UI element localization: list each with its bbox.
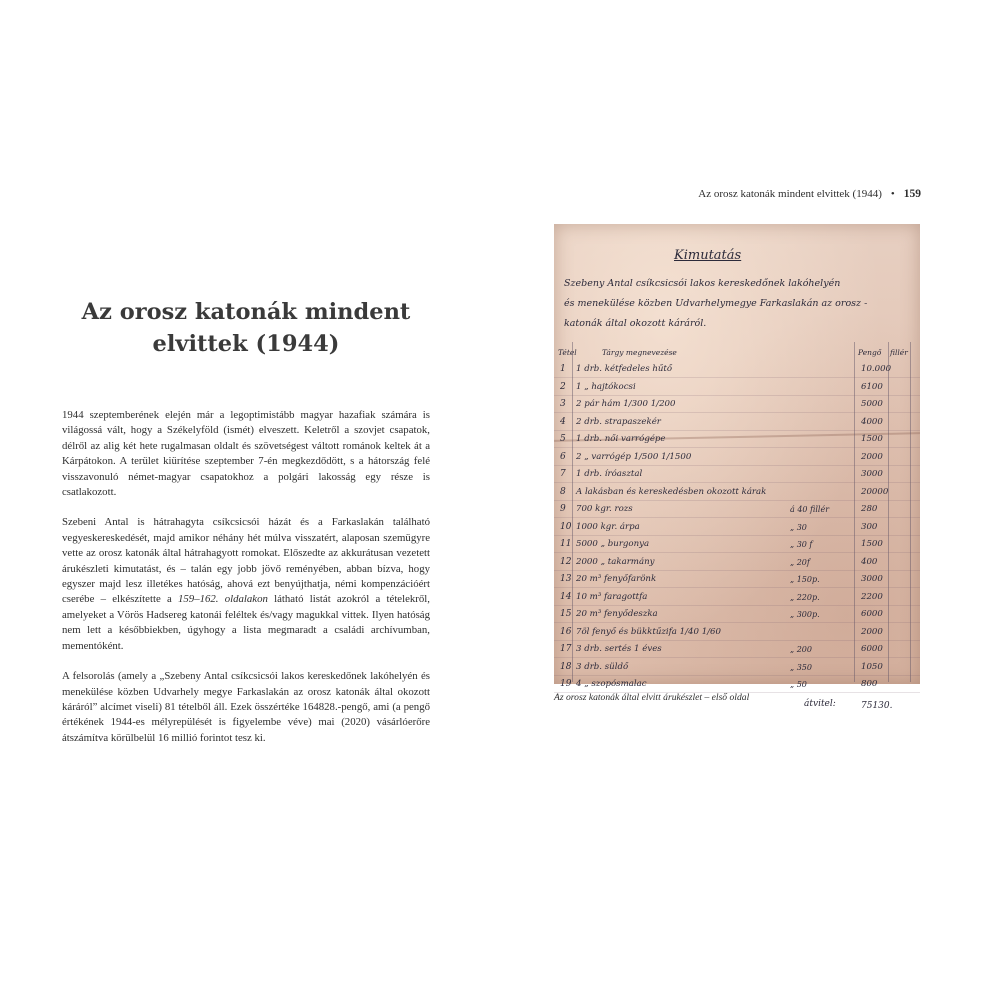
row-number: 18 bbox=[560, 661, 572, 672]
photo-caption: Az orosz katonák által elvitt árukészlet – első oldal bbox=[554, 692, 750, 703]
row-item: 700 kgr. rozs bbox=[576, 504, 633, 514]
ruling-line bbox=[910, 342, 911, 682]
row-price: 300 bbox=[861, 521, 878, 532]
row-rule bbox=[554, 535, 920, 536]
row-number: 16 bbox=[560, 626, 572, 637]
row-item: 20 m³ fenyőfarönk bbox=[576, 574, 657, 584]
row-rule bbox=[554, 377, 920, 378]
row-item: 7öl fenyő és bükktűzifa 1/40 1/60 bbox=[576, 626, 721, 637]
row-item: 1 drb. íróasztal bbox=[576, 469, 643, 479]
ruling-line bbox=[888, 342, 889, 682]
right-page bbox=[491, 0, 983, 983]
row-rule bbox=[554, 587, 920, 588]
row-price: 280 bbox=[861, 504, 878, 514]
row-rule bbox=[554, 622, 920, 623]
row-item: 4 „ szopósmalac bbox=[576, 679, 647, 689]
row-price: 800 bbox=[861, 679, 878, 689]
row-rule bbox=[554, 482, 920, 483]
row-number: 2 bbox=[560, 381, 566, 392]
running-header bbox=[698, 188, 921, 200]
row-price: 6000 bbox=[861, 644, 883, 654]
row-item: 3 drb. süldő bbox=[576, 661, 629, 672]
row-price: 1500 bbox=[861, 539, 883, 549]
row-number: 7 bbox=[560, 469, 566, 479]
row-number: 17 bbox=[560, 644, 572, 654]
row-price: 10.000 bbox=[861, 364, 892, 374]
row-unit-price: „ 350 bbox=[790, 662, 812, 672]
chapter-title-line-1: Az orosz katonák mindent bbox=[81, 299, 411, 325]
chapter-title-line-2: elvittek (1944) bbox=[152, 331, 340, 357]
row-unit-price: „ 150p. bbox=[790, 575, 820, 584]
row-rule bbox=[554, 465, 920, 466]
carry-over-label: átvitel: bbox=[804, 698, 836, 709]
row-price: 6000 bbox=[861, 609, 883, 619]
paragraph-2-after: látható listát azokról a tételekről, amelyeket a Vörös Hadsereg katonái feléltek és/vagy magukkal vittek. Ilyen hatóság nem lett a későbbiekben, úgyhogy a lista megmaradt a családi archívumban, mementóként. bbox=[62, 593, 430, 652]
row-unit-price: „ 30 bbox=[790, 522, 807, 532]
row-number: 13 bbox=[560, 574, 572, 584]
row-rule bbox=[554, 500, 920, 501]
row-unit-price: „ 200 bbox=[790, 645, 812, 654]
page-number: 159 bbox=[903, 188, 921, 200]
document-heading-line: Szebeny Antal csíkcsicsói lakos kereskedőnek lakóhelyén bbox=[564, 278, 841, 289]
chapter-title bbox=[62, 296, 430, 360]
row-item: 20 m³ fenyődeszka bbox=[576, 609, 658, 619]
column-header: Pengő bbox=[858, 348, 882, 357]
carry-over-total: 75130. bbox=[861, 700, 893, 711]
row-rule bbox=[554, 395, 920, 396]
document-heading-line: katonák által okozott káráról. bbox=[564, 318, 707, 329]
row-price: 2200 bbox=[861, 591, 883, 602]
row-rule bbox=[554, 430, 920, 431]
row-number: 9 bbox=[560, 504, 566, 514]
row-price: 20000 bbox=[861, 486, 889, 497]
row-price: 1050 bbox=[861, 661, 883, 672]
row-item: 5000 „ burgonya bbox=[576, 539, 650, 549]
ruling-line bbox=[572, 342, 573, 682]
document-title: Kimutatás bbox=[674, 248, 742, 263]
document-heading-line: és menekülése közben Udvarhelymegye Farkaslakán az orosz - bbox=[564, 298, 868, 309]
row-item: 2 drb. strapaszekér bbox=[576, 416, 661, 427]
header-bullet: • bbox=[890, 188, 895, 200]
row-rule bbox=[554, 640, 920, 641]
row-price: 5000 bbox=[861, 399, 883, 409]
row-price: 1500 bbox=[861, 434, 883, 444]
row-rule bbox=[554, 447, 920, 448]
row-rule bbox=[554, 605, 920, 606]
row-number: 1 bbox=[560, 364, 566, 374]
row-unit-price: „ 30 f bbox=[790, 540, 813, 549]
running-title: Az orosz katonák mindent elvittek (1944) bbox=[698, 188, 882, 200]
row-unit-price: á 40 fillér bbox=[790, 505, 830, 514]
row-rule bbox=[554, 570, 920, 571]
row-price: 400 bbox=[861, 556, 878, 567]
paragraph-1: 1944 szeptemberének elején már a legoptimistább magyar hazafiak számára is világossá vált, hogy a Székelyföld (ismét) elveszett. Keletről a szovjet csapatok, délről az alig két hete rugalmasan oldalt és szövetségest váltott románok keltek át a Kárpátokon. A terület kiürítése szeptember 7-én megkezdődött, s a hátország felé visszavonuló német-magyar csapatokhoz a polgári lakosság egy része is csatlakozott. bbox=[62, 409, 430, 499]
row-number: 11 bbox=[560, 539, 572, 549]
row-price: 2000 bbox=[861, 626, 883, 637]
row-item: 2000 „ takarmány bbox=[576, 556, 655, 567]
row-number: 15 bbox=[560, 609, 572, 619]
row-price: 2000 bbox=[861, 451, 883, 462]
column-header: Tárgy megnevezése bbox=[602, 348, 677, 357]
row-item: 1 drb. női varrógépe bbox=[576, 434, 666, 444]
page-reference: 159–162. oldalakon bbox=[178, 593, 268, 606]
row-rule bbox=[554, 675, 920, 676]
row-rule bbox=[554, 517, 920, 518]
row-rule bbox=[554, 552, 920, 553]
row-unit-price: „ 50 bbox=[790, 680, 807, 689]
row-number: 14 bbox=[560, 591, 572, 602]
row-number: 3 bbox=[560, 399, 566, 409]
paragraph-3: A felsorolás (amely a „Szebeny Antal csíkcsicsói lakos kereskedőnek lakóhelyén és menekülése közben Udvarhely megye Farkaslakán az orosz katonák által okozott káráról” alcímet viseli) 81 tételből áll. Ezek összértéke 164828.-pengő, ami (a pengő értékének 1944-es mélyrepülését is figyelembe véve) mai (2020) vásárlóerőre átszámítva körülbelül 16 millió forintot tesz ki. bbox=[62, 670, 430, 744]
row-item: 1 „ hajtókocsi bbox=[576, 381, 636, 392]
row-number: 8 bbox=[560, 486, 566, 497]
row-unit-price: „ 20f bbox=[790, 557, 810, 567]
left-page bbox=[0, 0, 491, 983]
paragraph-2-before: Szebeni Antal is hátrahagyta csíkcsicsói házát és a Farkaslakán található vegyeskereskedését, majd amikor néhány hét múlva visszatért, alaposan szemügyre vette az orosz katonák által hátrahagyott romokat. Előszedte az akkurátusan vezetett árukészleti kimutatást, és – talán egy jobb jövő reményében, abban bízva, hogy egyszer majd lesz illetékes hatóság, ahová ezt benyújthatja, némi kompenzációért cserébe – elkészítette a bbox=[62, 516, 430, 606]
row-item: 10 m³ faragottfa bbox=[576, 591, 648, 602]
body-text bbox=[62, 408, 430, 761]
row-item: 2 pár hám 1/300 1/200 bbox=[576, 399, 676, 409]
column-header: fillér bbox=[890, 348, 908, 357]
row-number: 5 bbox=[560, 434, 566, 444]
row-price: 3000 bbox=[861, 469, 883, 479]
row-unit-price: „ 220p. bbox=[790, 592, 820, 602]
row-item: 1 drb. kétfedeles hűtő bbox=[576, 364, 673, 374]
row-number: 4 bbox=[560, 416, 566, 427]
row-rule bbox=[554, 412, 920, 413]
row-rule bbox=[554, 657, 920, 658]
row-unit-price: „ 300p. bbox=[790, 610, 820, 619]
row-number: 6 bbox=[560, 451, 566, 462]
column-header: Tétel bbox=[558, 348, 577, 357]
ruling-line bbox=[854, 342, 855, 682]
row-number: 19 bbox=[560, 679, 572, 689]
row-item: 1000 kgr. árpa bbox=[576, 521, 640, 532]
row-number: 12 bbox=[560, 556, 572, 567]
row-item: 3 drb. sertés 1 éves bbox=[576, 644, 662, 654]
row-price: 4000 bbox=[861, 416, 883, 427]
row-price: 6100 bbox=[861, 381, 883, 392]
row-price: 3000 bbox=[861, 574, 883, 584]
row-item: 2 „ varrógép 1/500 1/1500 bbox=[576, 451, 692, 462]
paragraph-2 bbox=[62, 515, 430, 654]
row-number: 10 bbox=[560, 521, 572, 532]
row-item: A lakásban és kereskedésben okozott kárak bbox=[576, 486, 767, 497]
